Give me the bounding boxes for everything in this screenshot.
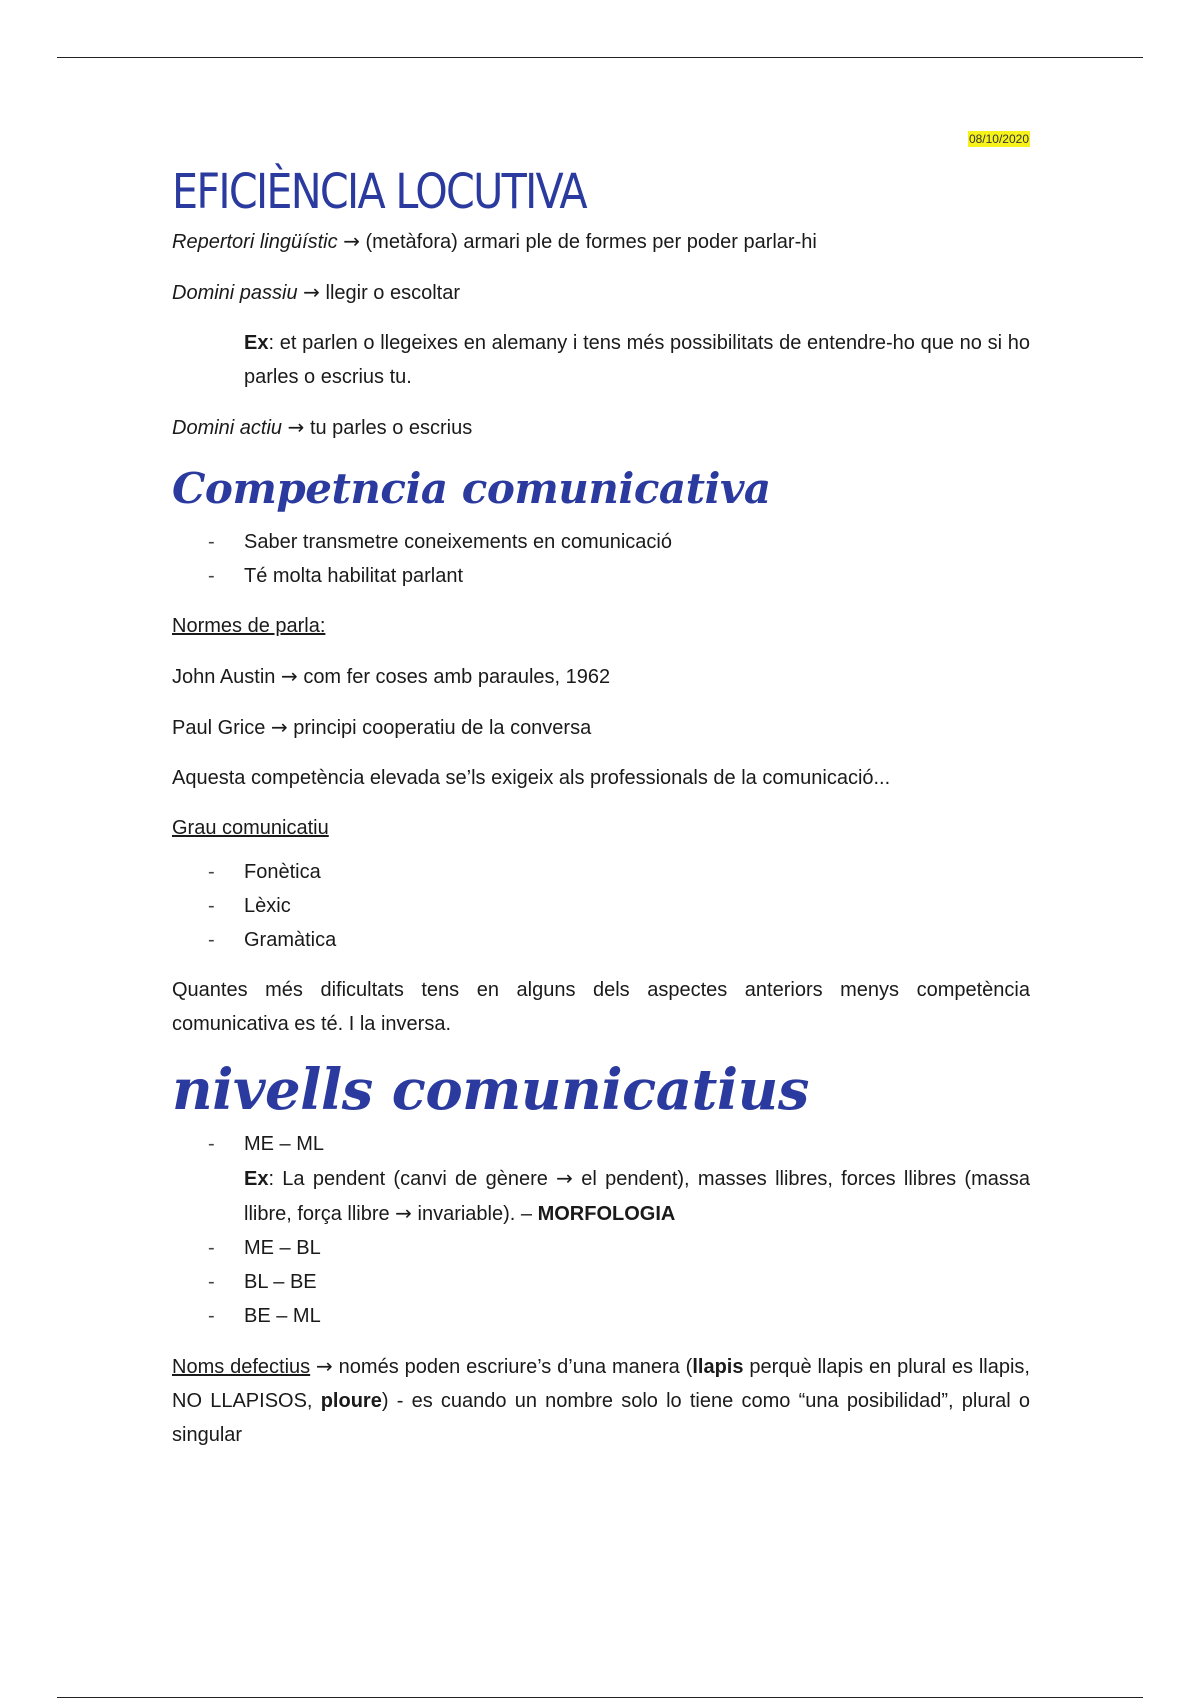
normes-label: Normes de parla: <box>172 615 326 637</box>
arrow-icon: → <box>556 1166 573 1190</box>
austin-def: com fer coses amb paraules, 1962 <box>303 666 611 688</box>
passiu-term: Domini passiu <box>172 282 298 304</box>
actiu-term: Domini actiu <box>172 417 283 439</box>
normes-heading <box>172 609 1030 643</box>
bottom-rule <box>57 1697 1143 1698</box>
heading-competencia: Competncia comunicativa <box>172 464 771 513</box>
noms-text: només poden escriure’s d’una manera ( <box>338 1356 693 1378</box>
example-text: : La pendent (canvi de gènere <box>268 1168 548 1190</box>
arrow-icon: → <box>316 1354 333 1378</box>
quantes-paragraph: Quantes més dificultats tens en alguns dels aspectes anteriors menys competència comunicativa es té. I la inversa. <box>172 979 1030 1035</box>
list-item-text: Gramàtica <box>244 929 337 951</box>
list-item <box>172 1299 1030 1333</box>
dash-marker: - <box>208 1237 215 1259</box>
repertori-term: Repertori lingüístic <box>172 231 338 253</box>
list-item-text: Té molta habilitat parlant <box>244 565 464 587</box>
list-item-text: BE – ML <box>244 1305 321 1327</box>
grau-list <box>172 855 1030 957</box>
page-title: EFICIÈNCIA LOCUTIVA <box>172 164 586 220</box>
list-item-text: ME – ML <box>244 1133 325 1155</box>
nivells-list <box>172 1127 1030 1333</box>
noms-bold: ploure <box>320 1390 382 1412</box>
austin-line <box>172 659 1030 694</box>
dash-marker: - <box>208 1133 215 1155</box>
list-item-text: BL – BE <box>244 1271 317 1293</box>
list-item-text: Lèxic <box>244 895 291 917</box>
dash-marker: - <box>208 895 215 917</box>
dash-marker: - <box>208 861 215 883</box>
aquesta-line: Aquesta competència elevada se’ls exigeix als professionals de la comunicació... <box>172 767 891 789</box>
actiu-def: tu parles o escrius <box>309 417 473 439</box>
repertori-def: (metàfora) armari ple de formes per poder parlar-hi <box>365 231 817 253</box>
list-item <box>172 1127 1030 1231</box>
date-row <box>172 130 1030 150</box>
example-label: Ex <box>244 1168 269 1190</box>
list-item-text: Saber transmetre coneixements en comunicació <box>244 531 672 553</box>
repertori-line <box>172 224 1030 259</box>
arrow-icon: → <box>280 664 298 688</box>
grau-heading <box>172 811 1030 845</box>
competencia-list <box>172 525 1030 593</box>
list-item <box>172 1265 1030 1299</box>
list-item <box>172 525 1030 559</box>
list-item <box>172 855 1030 889</box>
nivells-example <box>244 1161 1030 1231</box>
example-text: : et parlen o llegeixes en alemany i tens més possibilitats de entendre-ho que no si ho parles o escrius tu. <box>244 332 1030 388</box>
heading-nivells: nivells comunicatius <box>172 1057 809 1123</box>
dash-marker: - <box>208 531 215 553</box>
document-page <box>172 130 1030 1468</box>
list-item-text: Fonètica <box>244 861 321 883</box>
example-text: el pendent), masses llibres, forces llibres (massa llibre, força llibre <box>244 1168 1030 1225</box>
dash-marker: - <box>208 929 215 951</box>
dash-marker: - <box>208 565 215 587</box>
list-item <box>172 1231 1030 1265</box>
arrow-icon: → <box>395 1201 412 1225</box>
noms-bold: llapis <box>692 1356 744 1378</box>
grice-line <box>172 710 1030 745</box>
example-paragraph <box>172 326 1030 394</box>
arrow-icon: → <box>287 415 305 439</box>
noms-paragraph <box>172 1349 1030 1452</box>
passiu-def: llegir o escoltar <box>325 282 461 304</box>
noms-label: Noms defectius <box>172 1356 311 1378</box>
top-rule <box>57 57 1143 58</box>
noms-text: perquè llapis en plural es llapis, NO LLAPISOS, <box>172 1356 1030 1412</box>
passiu-line <box>172 275 1030 310</box>
dash-marker: - <box>208 1305 215 1327</box>
list-item <box>172 889 1030 923</box>
example-text: invariable). – <box>417 1203 533 1225</box>
actiu-line <box>172 410 1030 445</box>
arrow-icon: → <box>343 229 360 253</box>
grau-label: Grau comunicatiu <box>172 817 329 839</box>
list-item-text: ME – BL <box>244 1237 321 1259</box>
arrow-icon: → <box>270 715 288 739</box>
date-highlight: 08/10/2020 <box>968 132 1029 146</box>
noms-text: ) - es cuando un nombre solo lo tiene como “una posibilidad”, plural o singular <box>172 1390 1031 1446</box>
dash-marker: - <box>208 1271 215 1293</box>
list-item <box>172 923 1030 957</box>
grice-def: principi cooperatiu de la conversa <box>293 717 592 739</box>
list-item <box>172 559 1030 593</box>
austin-name: John Austin <box>172 666 276 688</box>
grice-name: Paul Grice <box>172 717 266 739</box>
arrow-icon: → <box>303 280 320 304</box>
example-bold: MORFOLOGIA <box>537 1203 676 1225</box>
example-label: Ex <box>244 332 269 354</box>
